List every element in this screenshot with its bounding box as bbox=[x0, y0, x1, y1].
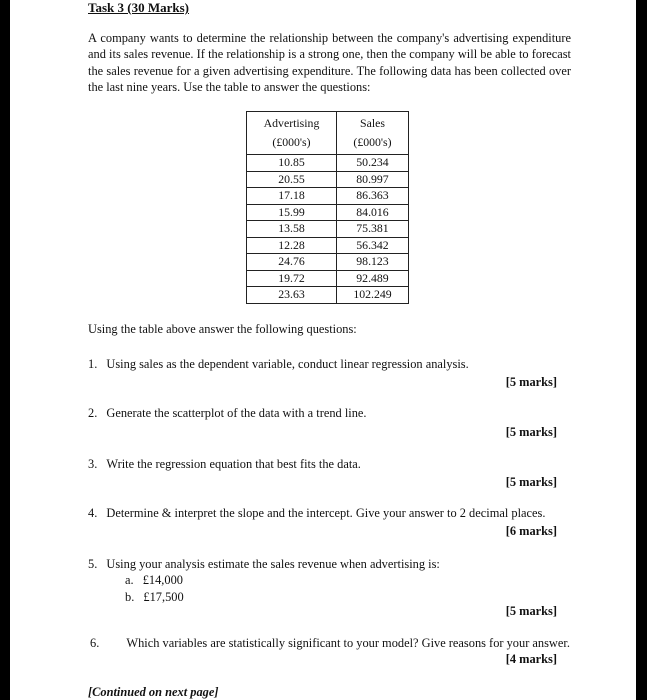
question-text: Write the regression equation that best fits the data. bbox=[106, 457, 361, 471]
subitem-text: £17,500 bbox=[143, 590, 184, 604]
sales-cell: 98.123 bbox=[337, 254, 409, 271]
subitem-label: a. bbox=[125, 573, 134, 587]
advertising-cell: 24.76 bbox=[247, 254, 337, 271]
advertising-cell: 17.18 bbox=[247, 188, 337, 205]
question-2-marks: [5 marks] bbox=[505, 425, 557, 439]
header-unit: (£000's) bbox=[272, 135, 311, 149]
sales-header bbox=[337, 112, 409, 155]
sales-cell: 84.016 bbox=[337, 204, 409, 221]
question-text: Which variables are statistically significant to your model? Give reasons for your answer. bbox=[126, 636, 570, 650]
advertising-cell: 20.55 bbox=[247, 171, 337, 188]
table-row bbox=[247, 204, 409, 221]
question-text: Using sales as the dependent variable, conduct linear regression analysis. bbox=[106, 357, 469, 371]
document-page bbox=[10, 0, 636, 700]
sales-cell: 92.489 bbox=[337, 270, 409, 287]
table-row bbox=[247, 270, 409, 287]
advertising-cell: 15.99 bbox=[247, 204, 337, 221]
questions-lead: Using the table above answer the following questions: bbox=[88, 322, 357, 336]
question-3 bbox=[88, 457, 361, 472]
advertising-cell: 13.58 bbox=[247, 221, 337, 238]
table-row bbox=[247, 155, 409, 172]
question-1-marks: [5 marks] bbox=[505, 375, 557, 389]
question-number: 2. bbox=[88, 406, 98, 420]
table-header-row bbox=[247, 112, 409, 155]
header-unit: (£000's) bbox=[353, 135, 392, 149]
sales-cell: 56.342 bbox=[337, 237, 409, 254]
table-row bbox=[247, 254, 409, 271]
sales-cell: 50.234 bbox=[337, 155, 409, 172]
question-6 bbox=[90, 636, 570, 651]
question-5 bbox=[88, 557, 440, 572]
advertising-cell: 12.28 bbox=[247, 237, 337, 254]
question-5-subitem-b bbox=[125, 590, 184, 605]
question-number: 5. bbox=[88, 557, 98, 571]
question-number: 6. bbox=[90, 636, 100, 650]
advertising-header bbox=[247, 112, 337, 155]
intro-paragraph: A company wants to determine the relationship between the company's advertising expenditure and its sales revenue. If the relationship is a strong one, then the company will be able to forecast the sales revenue for a given advertising expenditure. The following data has been collected over the last nine years. Use the table to answer the questions: bbox=[88, 31, 571, 95]
task-title: Task 3 (30 Marks) bbox=[88, 0, 190, 15]
table-row bbox=[247, 188, 409, 205]
question-6-marks: [4 marks] bbox=[505, 652, 557, 666]
question-number: 1. bbox=[88, 357, 98, 371]
question-2 bbox=[88, 406, 367, 421]
table-row bbox=[247, 287, 409, 304]
question-5-marks: [5 marks] bbox=[505, 604, 557, 618]
question-3-marks: [5 marks] bbox=[505, 475, 557, 489]
question-text: Generate the scatterplot of the data with a trend line. bbox=[106, 406, 367, 420]
advertising-cell: 10.85 bbox=[247, 155, 337, 172]
question-1 bbox=[88, 357, 469, 372]
table-row bbox=[247, 171, 409, 188]
header-label: Advertising bbox=[263, 116, 320, 130]
table-row bbox=[247, 237, 409, 254]
question-number: 3. bbox=[88, 457, 98, 471]
question-text: Using your analysis estimate the sales revenue when advertising is: bbox=[106, 557, 440, 571]
subitem-text: £14,000 bbox=[142, 573, 183, 587]
sales-cell: 86.363 bbox=[337, 188, 409, 205]
data-table-wrapper bbox=[246, 111, 409, 304]
table-row bbox=[247, 221, 409, 238]
sales-cell: 102.249 bbox=[337, 287, 409, 304]
question-number: 4. bbox=[88, 506, 98, 520]
question-5-subitem-a bbox=[125, 573, 183, 588]
question-4 bbox=[88, 506, 545, 521]
subitem-label: b. bbox=[125, 590, 135, 604]
sales-cell: 80.997 bbox=[337, 171, 409, 188]
question-4-marks: [6 marks] bbox=[505, 524, 557, 538]
data-table bbox=[246, 111, 409, 304]
question-text: Determine & interpret the slope and the intercept. Give your answer to 2 decimal places. bbox=[106, 506, 546, 520]
header-label: Sales bbox=[360, 116, 385, 130]
advertising-cell: 23.63 bbox=[247, 287, 337, 304]
advertising-cell: 19.72 bbox=[247, 270, 337, 287]
continued-note: [Continued on next page] bbox=[88, 685, 219, 699]
sales-cell: 75.381 bbox=[337, 221, 409, 238]
